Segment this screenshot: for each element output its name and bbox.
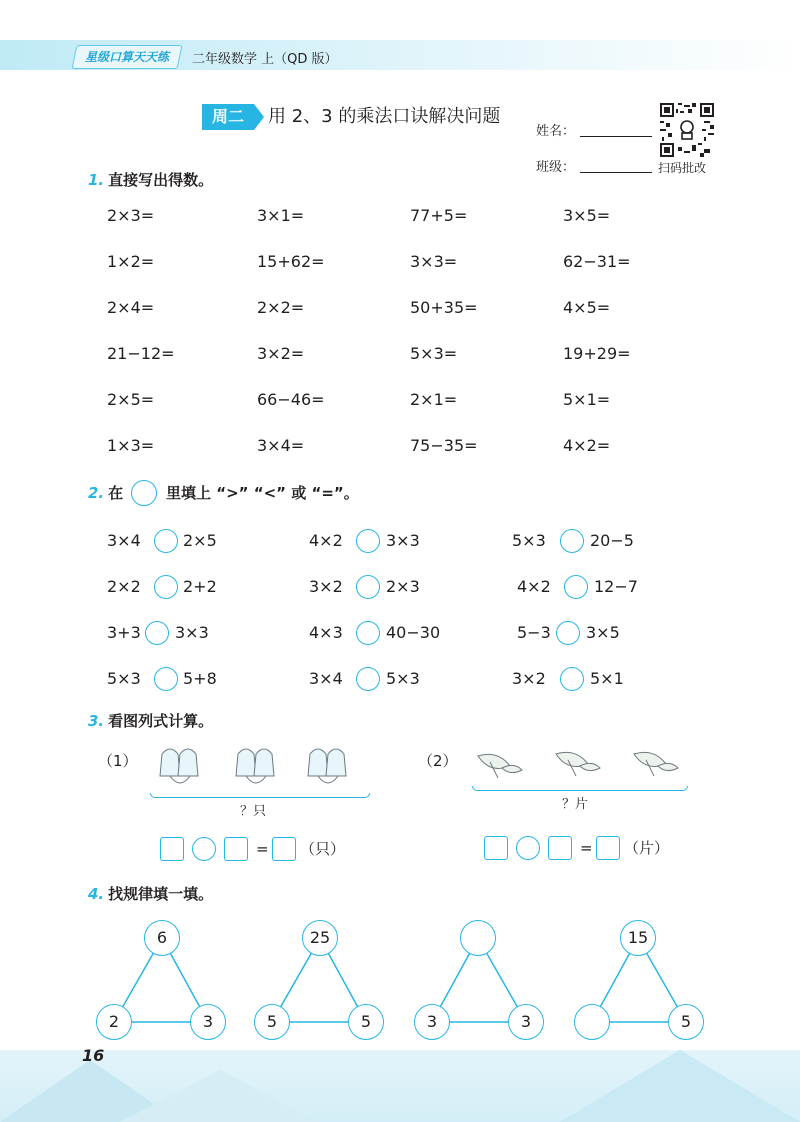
footer-decoration-icon xyxy=(0,1040,800,1122)
section4-number: 4. xyxy=(88,885,105,903)
compare-left: 3×4 xyxy=(309,669,343,688)
class-label: 班级： xyxy=(536,160,576,175)
section3-title: 看图列式计算。 xyxy=(108,712,214,730)
calc-problem: 66−46= xyxy=(257,390,325,409)
calc-problem: 2×3= xyxy=(107,206,155,225)
series-tag xyxy=(71,45,182,69)
compare-right: 3×3 xyxy=(386,531,420,550)
calc-problem: 62−31= xyxy=(563,252,631,271)
calc-problem: 3×4= xyxy=(257,436,305,455)
calc-problem: 2×1= xyxy=(410,390,458,409)
brace-line xyxy=(150,793,370,798)
section1-number: 1. xyxy=(88,171,105,189)
compare-left: 3+3 xyxy=(107,623,141,642)
problem2-question: ？片 xyxy=(562,797,589,812)
compare-right: 12−7 xyxy=(594,577,638,596)
scan-label: 扫码批改 xyxy=(658,161,707,175)
triangle-top-node: 6 xyxy=(144,920,180,956)
calc-problem: 5×3= xyxy=(410,344,458,363)
compare-right: 2+2 xyxy=(183,577,217,596)
calc-problem: 50+35= xyxy=(410,298,478,317)
compare-circle[interactable] xyxy=(356,621,380,645)
calc-problem: 4×2= xyxy=(563,436,611,455)
unit-label: （片） xyxy=(624,839,670,857)
compare-left: 5×3 xyxy=(107,669,141,688)
compare-right: 2×5 xyxy=(183,531,217,550)
compare-left: 3×4 xyxy=(107,531,141,550)
series-name: 星级口算天天练 xyxy=(85,50,170,64)
name-label: 姓名： xyxy=(536,124,576,139)
calc-problem: 1×3= xyxy=(107,436,155,455)
compare-circle[interactable] xyxy=(356,575,380,599)
compare-left: 4×3 xyxy=(309,623,343,642)
calc-problem: 5×1= xyxy=(563,390,611,409)
section3-number: 3. xyxy=(88,712,105,730)
unit-label: （只） xyxy=(300,840,346,858)
compare-right: 3×3 xyxy=(175,623,209,642)
triangle-right-node: 5 xyxy=(348,1004,384,1040)
compare-left: 5×3 xyxy=(512,531,546,550)
compare-right: 40−30 xyxy=(386,623,441,642)
compare-right: 5+8 xyxy=(183,669,217,688)
triangle-top-node-blank[interactable] xyxy=(460,920,496,956)
triangle-right-node: 5 xyxy=(668,1004,704,1040)
triangle-top-node: 15 xyxy=(620,920,656,956)
calc-problem: 15+62= xyxy=(257,252,325,271)
compare-right: 20−5 xyxy=(590,531,634,550)
triangle-top-node: 25 xyxy=(302,920,338,956)
compare-circle[interactable] xyxy=(145,621,169,645)
compare-left: 4×2 xyxy=(309,531,343,550)
compare-right: 5×1 xyxy=(590,669,624,688)
compare-circle[interactable] xyxy=(556,621,580,645)
name-line[interactable] xyxy=(580,136,652,137)
compare-left: 3×2 xyxy=(309,577,343,596)
day-badge: 周二 xyxy=(202,104,254,130)
book-subtitle: 二年级数学 上（QD 版） xyxy=(192,52,338,67)
compare-left: 4×2 xyxy=(517,577,551,596)
section4-title: 找规律填一填。 xyxy=(108,885,214,903)
compare-circle[interactable] xyxy=(154,667,178,691)
operator-circle[interactable] xyxy=(192,837,216,861)
answer-box[interactable] xyxy=(160,837,184,861)
calc-problem: 2×5= xyxy=(107,390,155,409)
calc-problem: 2×2= xyxy=(257,298,305,317)
triangle-left-node: 3 xyxy=(414,1004,450,1040)
calc-problem: 19+29= xyxy=(563,344,631,363)
answer-box[interactable] xyxy=(224,837,248,861)
compare-left: 3×2 xyxy=(512,669,546,688)
problem1-question: ？只 xyxy=(240,804,267,819)
equals-sign: = xyxy=(256,840,269,858)
compare-right: 3×5 xyxy=(586,623,620,642)
section1-title: 直接写出得数。 xyxy=(108,171,214,189)
problem1-label: （1） xyxy=(98,752,138,770)
calc-problem: 3×2= xyxy=(257,344,305,363)
section1-heading xyxy=(88,170,213,190)
calc-problem: 3×1= xyxy=(257,206,305,225)
operator-circle[interactable] xyxy=(516,836,540,860)
compare-circle[interactable] xyxy=(356,529,380,553)
answer-box[interactable] xyxy=(548,836,572,860)
page-number: 16 xyxy=(82,1046,105,1065)
calc-problem: 1×2= xyxy=(107,252,155,271)
problem2-label: （2） xyxy=(418,752,458,770)
triangle-right-node: 3 xyxy=(190,1004,226,1040)
section2-title-after: 里填上 “>” “<” 或 “=”。 xyxy=(166,484,359,502)
section2-heading xyxy=(88,483,123,503)
answer-box[interactable] xyxy=(484,836,508,860)
lesson-title: 用 2、3 的乘法口诀解决问题 xyxy=(268,106,501,127)
calc-problem: 21−12= xyxy=(107,344,175,363)
class-line[interactable] xyxy=(580,172,652,173)
triangle-left-node: 5 xyxy=(254,1004,290,1040)
answer-box[interactable] xyxy=(596,836,620,860)
answer-box[interactable] xyxy=(272,837,296,861)
calc-problem: 3×5= xyxy=(563,206,611,225)
compare-circle[interactable] xyxy=(560,667,584,691)
compare-right: 2×3 xyxy=(386,577,420,596)
calc-problem: 77+5= xyxy=(410,206,468,225)
triangle-left-node: 2 xyxy=(96,1004,132,1040)
section2-number: 2. xyxy=(88,484,105,502)
compare-circle[interactable] xyxy=(356,667,380,691)
mittens-illustration-icon xyxy=(150,744,370,800)
title-circle-icon xyxy=(131,480,157,506)
calc-problem: 75−35= xyxy=(410,436,478,455)
compare-circle[interactable] xyxy=(564,575,588,599)
leaves-illustration-icon xyxy=(470,746,690,790)
triangle-right-node: 3 xyxy=(508,1004,544,1040)
equals-sign: = xyxy=(580,839,593,857)
compare-left: 5−3 xyxy=(517,623,551,642)
compare-circle[interactable] xyxy=(154,529,178,553)
section3-heading xyxy=(88,711,213,731)
compare-circle[interactable] xyxy=(154,575,178,599)
compare-left: 2×2 xyxy=(107,577,141,596)
calc-problem: 2×4= xyxy=(107,298,155,317)
compare-right: 5×3 xyxy=(386,669,420,688)
brace-line xyxy=(472,786,688,791)
calc-problem: 4×5= xyxy=(563,298,611,317)
qr-code-icon[interactable] xyxy=(660,103,714,157)
section4-heading xyxy=(88,884,213,904)
section2-title-before: 在 xyxy=(108,484,124,502)
day-badge-arrow xyxy=(254,104,264,130)
compare-circle[interactable] xyxy=(560,529,584,553)
triangle-left-node-blank[interactable] xyxy=(574,1004,610,1040)
calc-problem: 3×3= xyxy=(410,252,458,271)
